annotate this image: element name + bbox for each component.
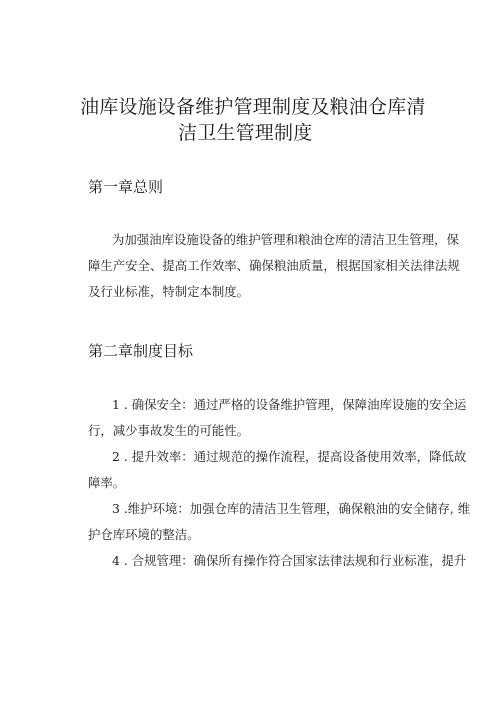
chapter-1-paragraph: [88, 227, 460, 305]
chapter-2-item-2: [88, 444, 467, 496]
chapter-1-line-3: 及行业标准，特制定本制度。: [88, 284, 250, 299]
chapter-1-line-2: 障生产安全、提高工作效率、确保粮油质量，根据国家相关法律法规: [88, 258, 460, 273]
title-line-1: 油库设施设备维护管理制度及粮油仓库清: [80, 96, 426, 118]
item-1-line-2: 行，减少事故发生的可能性。: [88, 423, 250, 438]
item-4-line-1: 4 . 合规管理：确保所有操作符合国家法律法规和行业标准，提升: [112, 553, 467, 568]
item-3-line-2: 护仓库环境的整洁。: [88, 527, 200, 542]
chapter-1-line-1: 为加强油库设施设备的维护管理和粮油仓库的清洁卫生管理，保: [112, 232, 459, 247]
item-3-line-1: 3 .维护环境：加强仓库的清洁卫生管理，确保粮油的安全储存, 维: [112, 501, 471, 516]
chapter-2-item-1: [88, 392, 467, 444]
document-title: [80, 94, 440, 146]
chapter-2-item-4: [88, 548, 467, 574]
item-2-line-1: 2 . 提升效率：通过规范的操作流程，提高设备使用效率，降低故: [112, 449, 467, 464]
chapter-2-heading: 第二章制度目标: [88, 342, 194, 360]
item-2-line-2: 障率。: [88, 475, 126, 490]
title-line-2: 洁卫生管理制度: [178, 122, 313, 144]
chapter-1-heading: 第一章总则: [88, 178, 164, 196]
item-1-line-1: 1 . 确保安全：通过严格的设备维护管理，保障油库设施的安全运: [112, 397, 467, 412]
chapter-2-item-3: [88, 496, 471, 548]
